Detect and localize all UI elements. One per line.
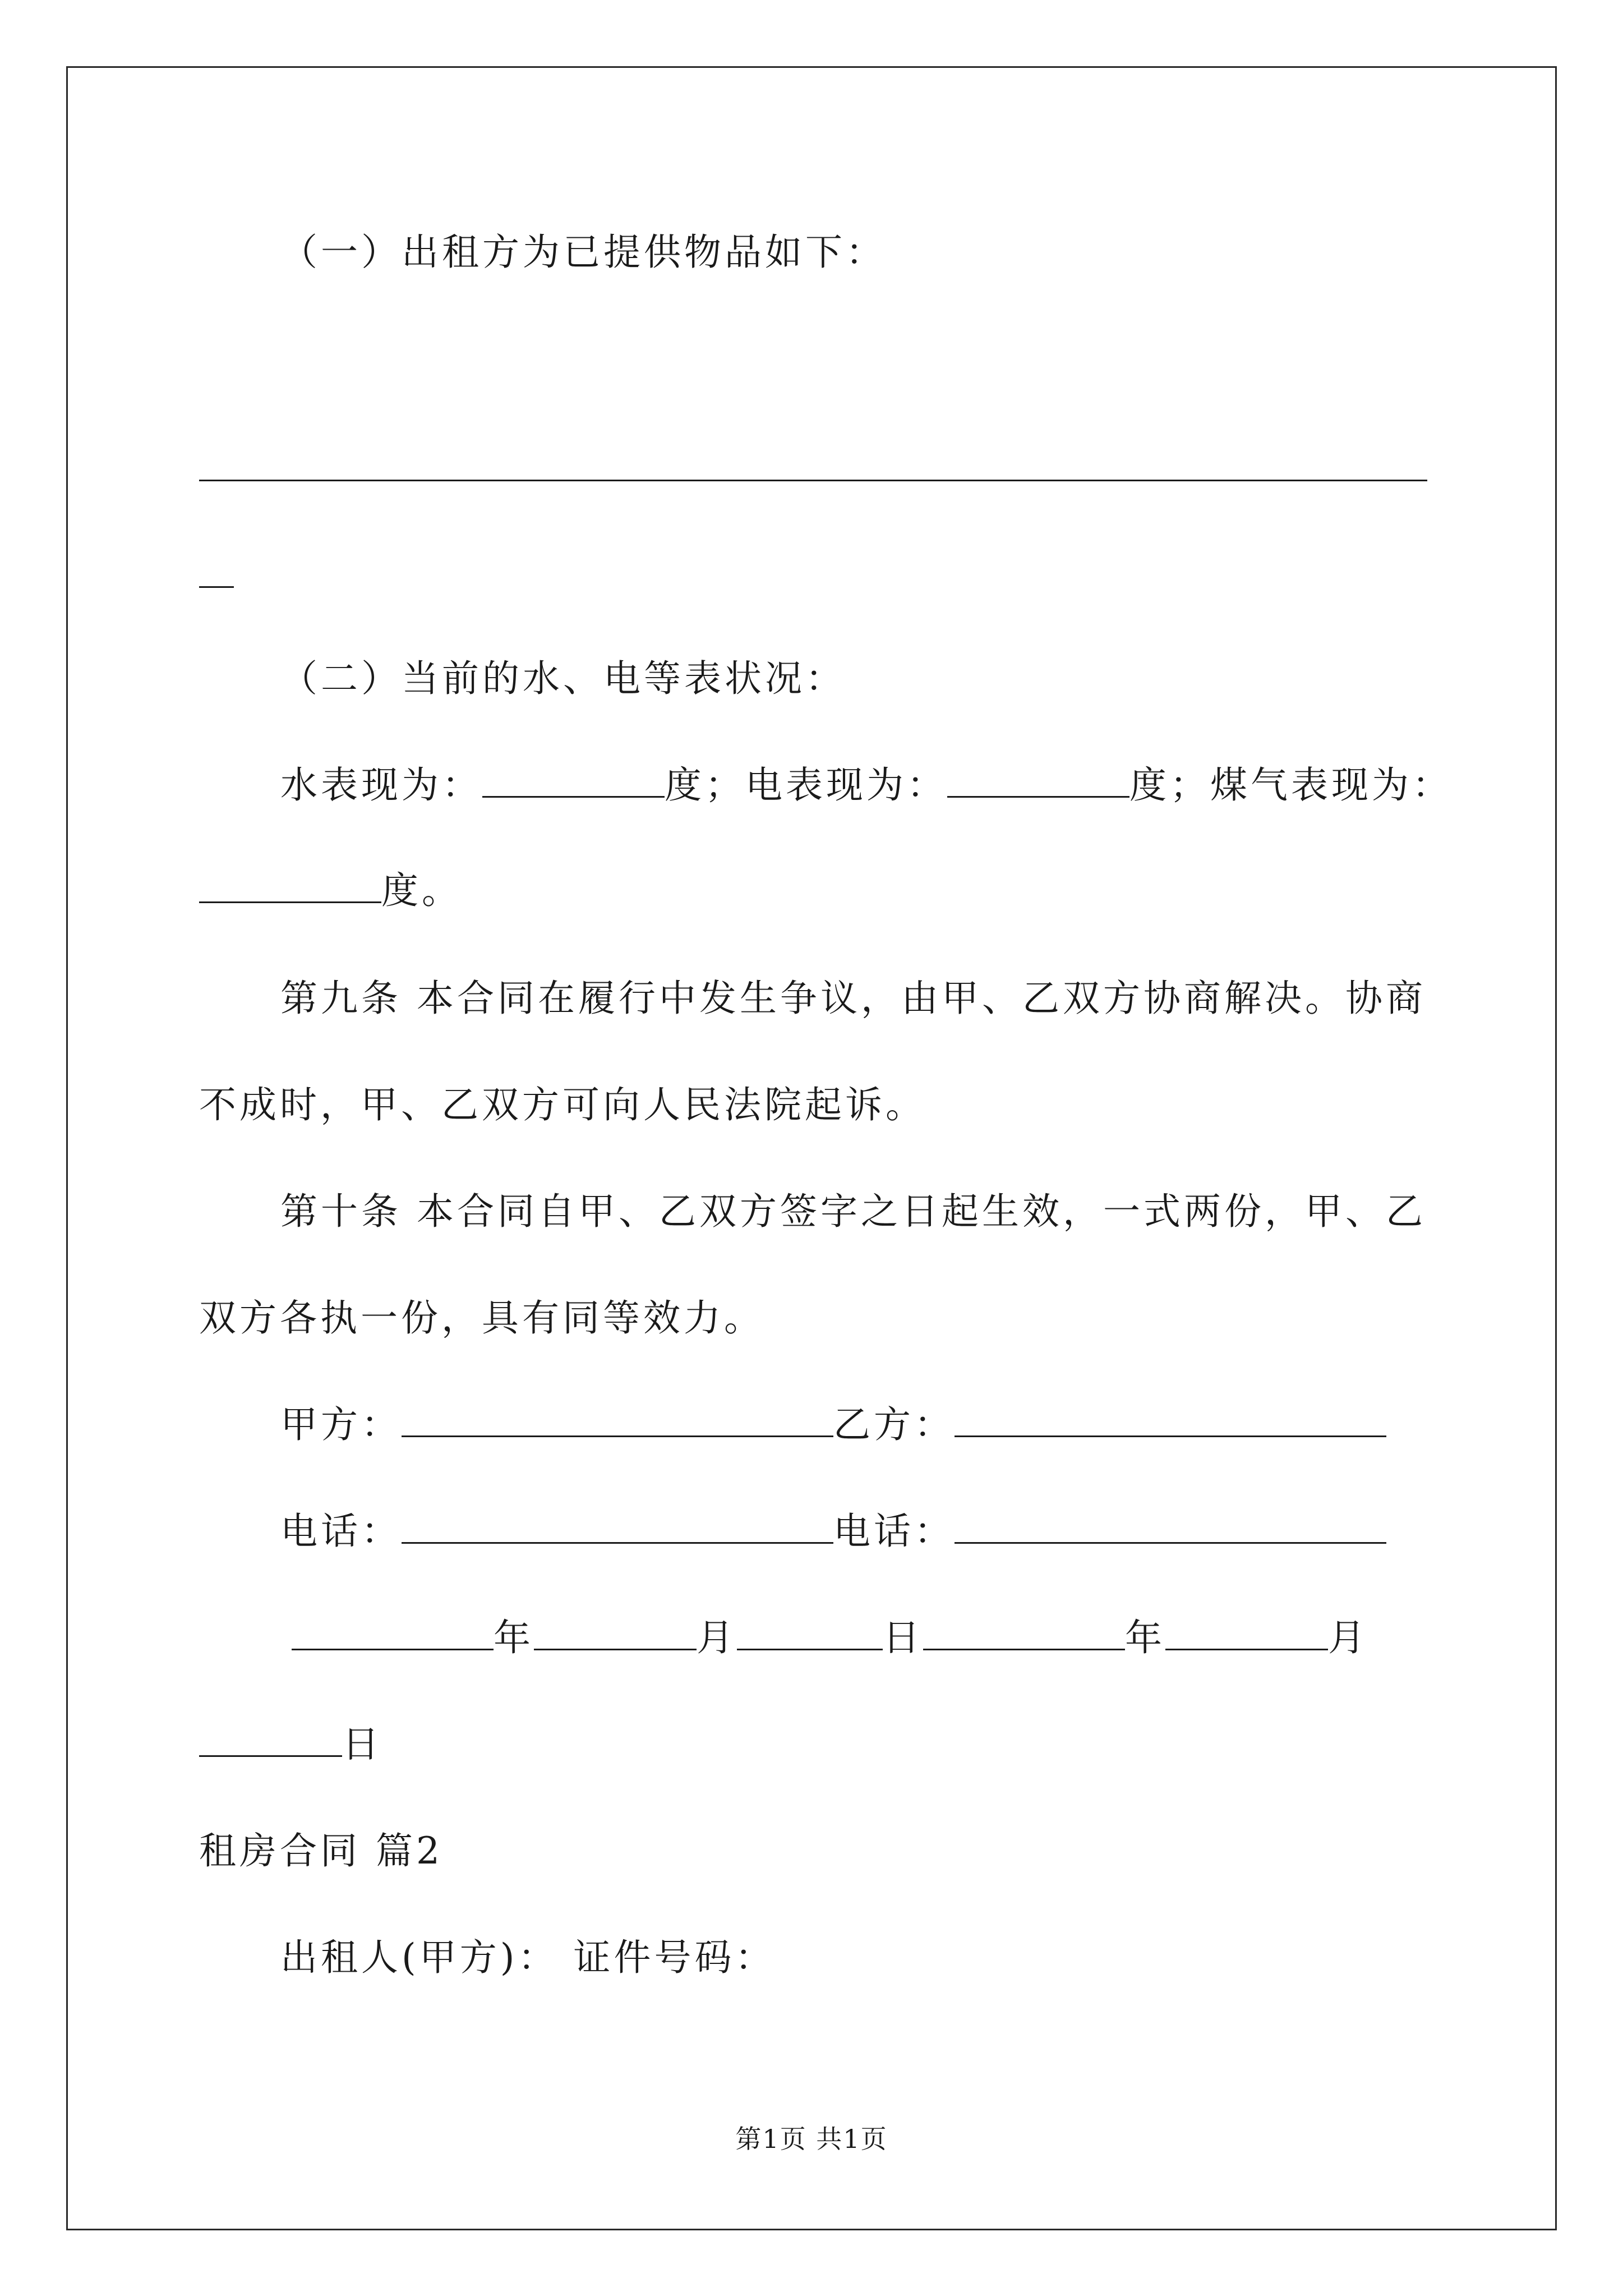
contract-2-title: 租房合同 篇2	[199, 1829, 443, 1872]
article-9-line-2: 不成时，甲、乙双方可向人民法院起诉。	[199, 1083, 926, 1126]
day-a-blank	[737, 1617, 883, 1650]
items-heading: （一）出租方为已提供物品如下：	[280, 231, 886, 274]
date-line-2	[199, 1722, 382, 1767]
page-border	[66, 66, 1557, 2230]
gas-meter-blank	[199, 870, 381, 903]
page-footer: 第1页 共1页	[735, 2124, 888, 2154]
water-meter-label: 水表现为：	[280, 763, 482, 807]
year-b-label: 年	[1125, 1616, 1165, 1659]
meters-heading: （二）当前的水、电等表状况：	[280, 657, 846, 700]
phone-b-label: 电话：	[833, 1510, 955, 1553]
year-b-blank	[923, 1617, 1125, 1650]
electric-meter-label: 度；电表现为：	[665, 763, 947, 807]
article-10-line-1: 第十条 本合同自甲、乙双方签字之日起生效，一式两份，甲、乙	[280, 1190, 1426, 1233]
phone-a-label: 电话：	[280, 1510, 402, 1553]
meters-line-1	[280, 763, 1453, 808]
month-a-label: 月	[697, 1616, 737, 1659]
electric-meter-blank	[947, 765, 1129, 798]
month-a-blank	[534, 1617, 697, 1650]
party-a-label: 甲方：	[280, 1403, 402, 1446]
items-blank-line-continuation	[199, 586, 234, 588]
party-signature-line	[280, 1402, 1386, 1447]
phone-line	[280, 1509, 1386, 1554]
year-a-label: 年	[494, 1616, 534, 1659]
gas-meter-label: 度；煤气表现为：	[1129, 763, 1453, 807]
lessor-line: 出租人(甲方)： 证件号码：	[280, 1936, 776, 1979]
article-9-line-1: 第九条 本合同在履行中发生争议，由甲、乙双方协商解决。协商	[280, 977, 1426, 1020]
phone-a-blank	[402, 1511, 833, 1544]
month-b-blank	[1165, 1617, 1328, 1650]
day-a-label: 日	[883, 1616, 923, 1659]
phone-b-blank	[955, 1511, 1386, 1544]
date-line-1	[292, 1616, 1368, 1660]
meters-line-2	[199, 868, 462, 913]
party-b-label: 乙方：	[833, 1403, 955, 1446]
article-10-line-2: 双方各执一份，具有同等效力。	[199, 1296, 764, 1340]
month-b-label: 月	[1328, 1616, 1368, 1659]
day-b-blank	[199, 1724, 342, 1757]
day-b-label: 日	[342, 1723, 382, 1766]
year-a-blank	[292, 1617, 494, 1650]
gas-meter-unit: 度。	[381, 869, 462, 912]
water-meter-blank	[482, 765, 665, 798]
party-a-blank	[402, 1404, 833, 1437]
items-blank-line	[199, 480, 1427, 481]
party-b-blank	[955, 1404, 1386, 1437]
